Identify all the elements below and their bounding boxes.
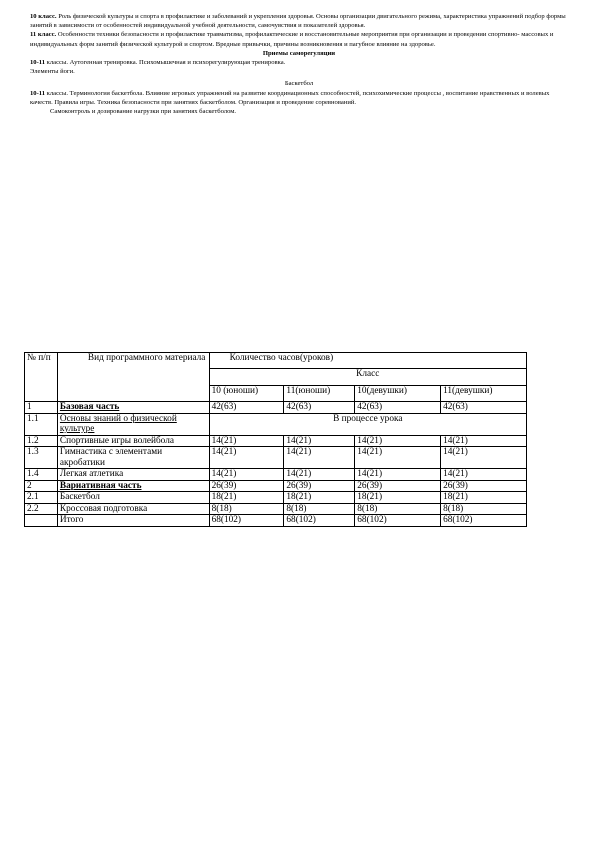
hours-table <box>24 352 527 527</box>
table-row <box>25 402 527 414</box>
table-row <box>25 492 527 504</box>
row-value: 68(102) <box>209 515 284 527</box>
row-material: Легкая атлетика <box>57 469 209 481</box>
row-value: 14(21) <box>209 447 284 469</box>
row-number: 1.2 <box>25 435 58 447</box>
row-value: 8(18) <box>441 503 527 515</box>
row-value: 42(63) <box>284 402 355 414</box>
class-label: 10-11 <box>30 59 46 67</box>
class-label: 11 класс. <box>30 31 57 39</box>
row-value: 14(21) <box>284 447 355 469</box>
paragraph-self-regulation <box>30 58 568 67</box>
header-col: 10 (юноши) <box>209 385 284 401</box>
row-value: 8(18) <box>284 503 355 515</box>
table-row <box>25 447 527 469</box>
paragraph-body: классы. Аутогенная тренировка. Психомышечная и психорегулирующая тренировка. <box>45 59 286 67</box>
row-material: Вариативная часть <box>57 480 209 492</box>
table-row <box>25 435 527 447</box>
paragraph-body: Роль физической культуры и спорта в профилактике и заболеваний и укрепления здоровья. Основы организации двигательного режима, характеристика упражнений подбор формы занятий в зависимости от особенностей индивидуальной учебной деятельности, самочувствия и показателей здоровья. <box>30 13 566 30</box>
row-material: Основы знаний о физической культуре <box>57 413 209 435</box>
header-class: Класс <box>209 369 526 385</box>
table-row <box>25 413 527 435</box>
row-value: 26(39) <box>284 480 355 492</box>
row-value: 8(18) <box>209 503 284 515</box>
row-value: 18(21) <box>355 492 441 504</box>
row-number: 1.3 <box>25 447 58 469</box>
row-value: 68(102) <box>284 515 355 527</box>
header-col: 11(девушки) <box>441 385 527 401</box>
row-value: 14(21) <box>209 435 284 447</box>
row-value: 14(21) <box>355 469 441 481</box>
header-hours: Количество часов(уроков) <box>209 353 526 369</box>
row-number: 1 <box>25 402 58 414</box>
row-number: 1.1 <box>25 413 58 435</box>
row-value: 14(21) <box>441 435 527 447</box>
row-number: 2.1 <box>25 492 58 504</box>
row-value: 42(63) <box>209 402 284 414</box>
row-material: Итого <box>57 515 209 527</box>
paragraph-basketball <box>30 89 568 107</box>
row-material: Спортивные игры волейбола <box>57 435 209 447</box>
row-material: Гимнастика с элементами акробатики <box>57 447 209 469</box>
row-value: 14(21) <box>355 447 441 469</box>
section-heading: Баскетбол <box>284 80 314 88</box>
header-col: 11(юноши) <box>284 385 355 401</box>
row-value: 42(63) <box>355 402 441 414</box>
table-row <box>25 503 527 515</box>
row-number: 2 <box>25 480 58 492</box>
row-value: 14(21) <box>284 435 355 447</box>
row-number: 1.4 <box>25 469 58 481</box>
row-number <box>25 515 58 527</box>
paragraph-10-class <box>30 12 568 30</box>
row-value: 8(18) <box>355 503 441 515</box>
row-value: 42(63) <box>441 402 527 414</box>
header-material: Вид программного материала <box>57 353 209 402</box>
row-value: 68(102) <box>441 515 527 527</box>
row-value: 18(21) <box>441 492 527 504</box>
paragraph-body: Особенности техники безопасности и профилактике травматизма, профилактические и восстановительные мероприятия при организации и проведении спортивно- массовых и индивидуальных форм занятий физической культурой и спортом. Вредные привычки, причины возникновения и пагубное влияние на здоровье. <box>30 31 554 48</box>
row-value: 68(102) <box>355 515 441 527</box>
row-value: 14(21) <box>284 469 355 481</box>
row-number: 2.2 <box>25 503 58 515</box>
table-row <box>25 515 527 527</box>
section-heading: Приемы саморегуляции <box>262 49 336 57</box>
row-value: 18(21) <box>284 492 355 504</box>
row-value: 14(21) <box>441 447 527 469</box>
paragraph-yoga: Элементы йоги. <box>30 68 75 76</box>
row-value: 14(21) <box>355 435 441 447</box>
text-block <box>30 12 568 116</box>
row-value: 18(21) <box>209 492 284 504</box>
header-number: № п/п <box>25 353 58 402</box>
class-label: 10-11 <box>30 89 46 97</box>
row-material: Базовая часть <box>57 402 209 414</box>
row-material: Кроссовая подготовка <box>57 503 209 515</box>
paragraph-11-class <box>30 30 568 48</box>
row-material: Баскетбол <box>57 492 209 504</box>
row-merged-value: В процессе урока <box>209 413 526 435</box>
row-value: 26(39) <box>209 480 284 492</box>
row-value: 14(21) <box>209 469 284 481</box>
class-label: 10 класс. <box>30 13 57 20</box>
table-row <box>25 480 527 492</box>
row-value: 26(39) <box>441 480 527 492</box>
paragraph-body: классы. Терминология баскетбола. Влияние игровых упражнений на развитие координационных способностей, психохимические процессы , воспитание нравственных и волевых качеств. Правила игры. Техника безопасности при занятиях баскетболом. Организация и проведение соревнований. <box>30 89 550 106</box>
table-header-row <box>25 353 527 369</box>
header-col: 10(девушки) <box>355 385 441 401</box>
row-value: 14(21) <box>441 469 527 481</box>
table-row <box>25 469 527 481</box>
paragraph-self-control: Самоконтроль и дозирование нагрузки при занятиях баскетболом. <box>50 108 237 116</box>
row-value: 26(39) <box>355 480 441 492</box>
